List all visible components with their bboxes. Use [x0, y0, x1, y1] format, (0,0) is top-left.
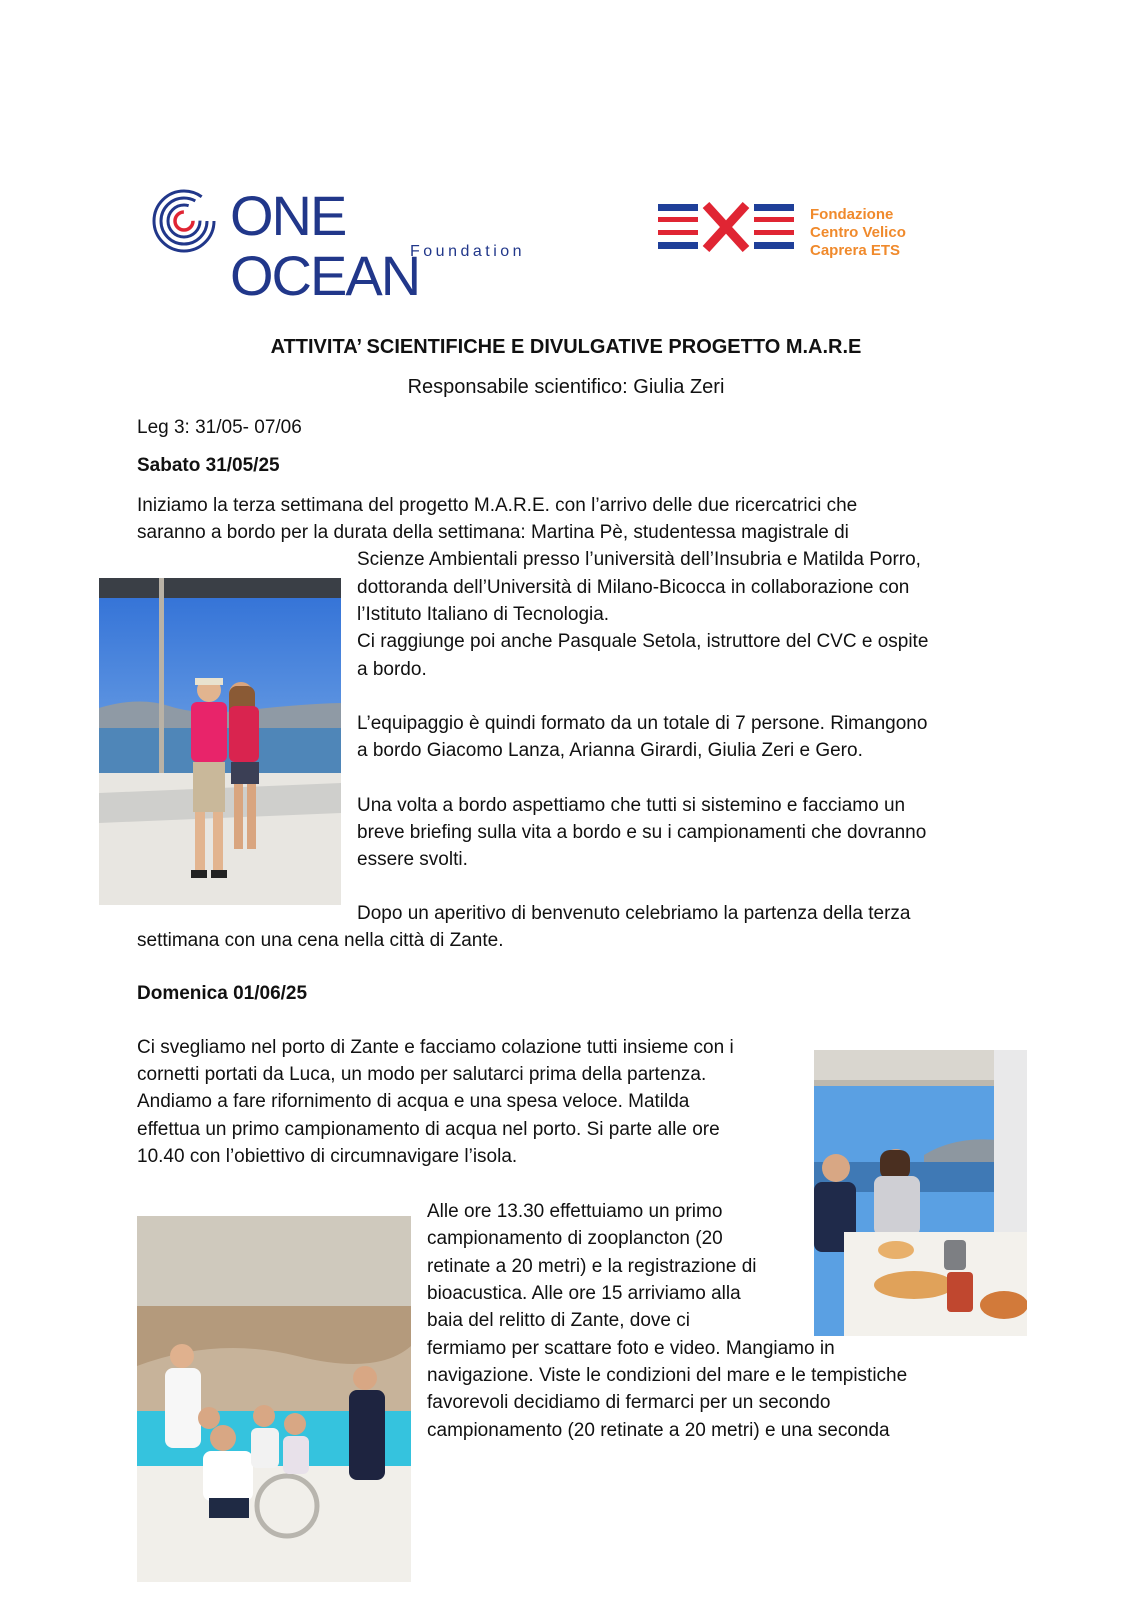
- day2-line: favorevoli decidiamo di fermarci per un secondo: [427, 1392, 831, 1413]
- photo-crew-on-deck-image: [99, 578, 341, 905]
- day2-line: Ci svegliamo nel porto di Zante e facciamo colazione tutti insieme con i: [137, 1037, 734, 1058]
- one-ocean-wordmark: ONE OCEAN: [230, 184, 420, 307]
- day1-heading: Sabato 31/05/25: [137, 455, 280, 476]
- day1-line: breve briefing sulla vita a bordo e su i campionamenti che dovranno: [357, 822, 927, 843]
- day2-line: Andiamo a fare rifornimento di acqua e una spesa veloce. Matilda: [137, 1091, 690, 1112]
- day2-line: retinate a 20 metri) e la registrazione di: [427, 1256, 757, 1277]
- day2-line: Alle ore 13.30 effettuiamo un primo: [427, 1201, 723, 1222]
- photo-breakfast-on-board: [814, 1050, 1027, 1336]
- day2-line: bioacustica. Alle ore 15 arriviamo alla: [427, 1283, 741, 1304]
- photo-breakfast-on-board-image: [814, 1050, 1027, 1336]
- document-title: ATTIVITA’ SCIENTIFICHE E DIVULGATIVE PROGETTO M.A.R.E: [270, 336, 862, 358]
- day1-line: essere svolti.: [357, 849, 468, 870]
- day2-line: campionamento (20 retinate a 20 metri) e una seconda: [427, 1420, 890, 1441]
- cvc-logo-text: [810, 206, 906, 260]
- one-ocean-logo: [148, 184, 538, 307]
- document-subtitle: Responsabile scientifico: Giulia Zeri: [407, 376, 725, 398]
- day1-line: a bordo.: [357, 659, 427, 680]
- one-ocean-subtitle: Foundation: [410, 243, 526, 260]
- day1-line: Una volta a bordo aspettiamo che tutti si sistemino e facciamo un: [357, 795, 906, 816]
- photo-group-on-deck-image: [137, 1216, 411, 1582]
- cvc-line-2: Centro Velico: [810, 224, 906, 241]
- one-ocean-wave-icon: [148, 188, 220, 254]
- day1-line: saranno a bordo per la durata della settimana: Martina Pè, studentessa magistrale di: [137, 522, 849, 543]
- day1-line: settimana con una cena nella città di Zante.: [137, 930, 504, 951]
- day1-line: L’equipaggio è quindi formato da un totale di 7 persone. Rimangono: [357, 713, 928, 734]
- day2-line: fermiamo per scattare foto e video. Mangiamo in: [427, 1338, 835, 1359]
- photo-group-on-deck: [137, 1216, 411, 1582]
- day1-line: Ci raggiunge poi anche Pasquale Setola, istruttore del CVC e ospite: [357, 631, 929, 652]
- day1-line: a bordo Giacomo Lanza, Arianna Girardi, Giulia Zeri e Gero.: [357, 740, 863, 761]
- day1-line: Iniziamo la terza settimana del progetto M.A.R.E. con l’arrivo delle due ricercatrici che: [137, 495, 858, 516]
- day2-line: cornetti portati da Luca, un modo per salutarci prima della partenza.: [137, 1064, 707, 1085]
- cvc-flag-icon: [658, 202, 794, 252]
- photo-crew-on-deck: [99, 578, 341, 905]
- day1-line: dottoranda dell’Università di Milano-Bicocca in collaborazione con: [357, 577, 910, 598]
- cvc-logo: [658, 202, 928, 272]
- day1-line: Scienze Ambientali presso l’università dell’Insubria e Matilda Porro,: [357, 549, 921, 570]
- leg-info: Leg 3: 31/05- 07/06: [137, 417, 302, 438]
- day2-heading: Domenica 01/06/25: [137, 983, 308, 1004]
- day2-line: campionamento di zooplancton (20: [427, 1228, 723, 1249]
- day1-line: l’Istituto Italiano di Tecnologia.: [357, 604, 610, 625]
- cvc-line-3: Caprera ETS: [810, 242, 901, 259]
- day2-line: baia del relitto di Zante, dove ci: [427, 1310, 690, 1331]
- day2-line: navigazione. Viste le condizioni del mare e le tempistiche: [427, 1365, 908, 1386]
- cvc-line-1: Fondazione: [810, 206, 894, 223]
- day1-line: Dopo un aperitivo di benvenuto celebriamo la partenza della terza: [357, 903, 911, 924]
- day2-line: 10.40 con l’obiettivo di circumnavigare l’isola.: [137, 1146, 518, 1167]
- day2-line: effettua un primo campionamento di acqua nel porto. Si parte alle ore: [137, 1119, 720, 1140]
